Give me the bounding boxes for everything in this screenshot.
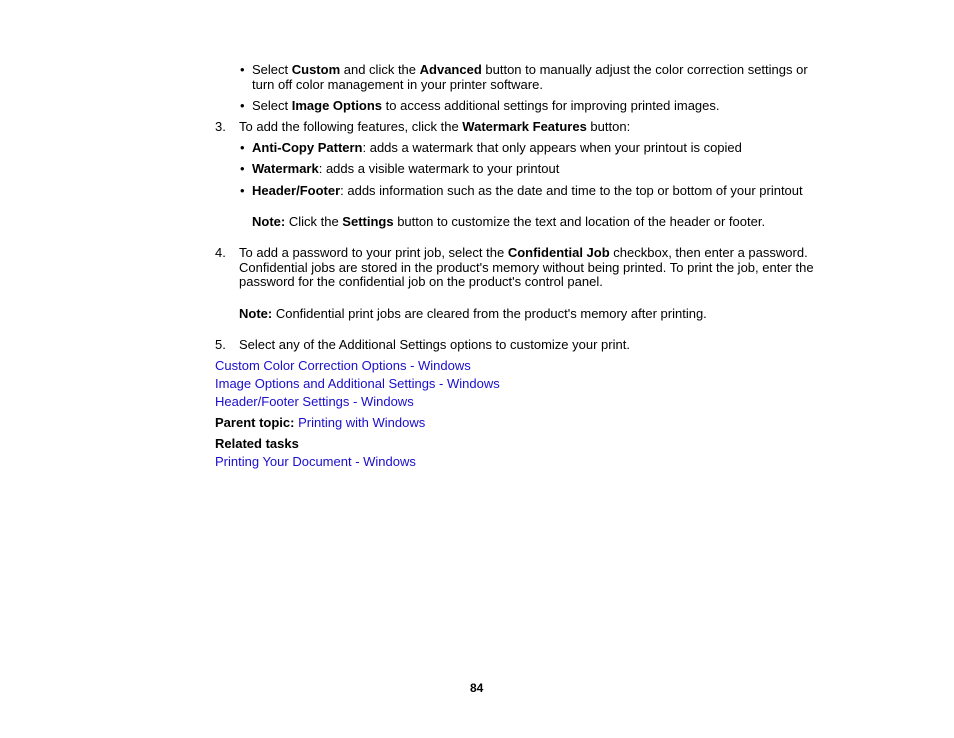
text: and click the xyxy=(340,62,420,77)
bullet-marker: • xyxy=(240,62,245,77)
bold-watermark-features: Watermark Features xyxy=(462,119,587,134)
text: : adds information such as the date and time to the top or bottom of your printout xyxy=(340,183,803,198)
link-printing-your-document[interactable]: Printing Your Document - Windows xyxy=(215,454,416,469)
text: button to customize the text and location of the header or footer. xyxy=(393,214,766,229)
bold-custom: Custom xyxy=(291,62,341,77)
note-label: Note: xyxy=(252,214,286,229)
step-number: 3. xyxy=(215,119,226,134)
text: button to manually adjust the color correction settings or xyxy=(481,62,808,77)
bullet-marker: • xyxy=(240,183,245,198)
text: Click the xyxy=(285,214,343,229)
link-custom-color-correction[interactable]: Custom Color Correction Options - Windows xyxy=(215,358,471,373)
bold-confidential-job: Confidential Job xyxy=(507,245,610,260)
bullet-custom-line1 xyxy=(252,62,808,77)
parent-topic xyxy=(215,415,425,430)
step3-text xyxy=(239,119,630,134)
step4-line1 xyxy=(239,245,808,260)
bullet-custom-line2: turn off color management in your printer software. xyxy=(252,77,543,92)
bullet-marker: • xyxy=(240,161,245,176)
bullet-anti-copy xyxy=(252,140,742,155)
text: Confidential print jobs are cleared from the product's memory after printing. xyxy=(272,306,707,321)
bold-watermark: Watermark xyxy=(252,161,319,176)
step4-note xyxy=(239,306,707,321)
text: To add the following features, click the xyxy=(239,119,463,134)
step3-note xyxy=(252,214,765,229)
note-label: Note: xyxy=(239,306,273,321)
text: button: xyxy=(586,119,631,134)
bold-header-footer: Header/Footer xyxy=(252,183,341,198)
step5-text: Select any of the Additional Settings options to customize your print. xyxy=(239,337,630,352)
bullet-marker: • xyxy=(240,140,245,155)
text: To add a password to your print job, select the xyxy=(239,245,508,260)
text: : adds a visible watermark to your printout xyxy=(318,161,560,176)
step4-line2: Confidential jobs are stored in the product's memory without being printed. To print the job, enter the xyxy=(239,260,814,275)
parent-topic-label: Parent topic: xyxy=(215,415,295,430)
bold-settings: Settings xyxy=(342,214,394,229)
link-header-footer-settings[interactable]: Header/Footer Settings - Windows xyxy=(215,394,414,409)
text: Select xyxy=(252,62,292,77)
text: to access additional settings for improving printed images. xyxy=(382,98,720,113)
related-tasks-label: Related tasks xyxy=(215,436,299,451)
bullet-header-footer xyxy=(252,183,803,198)
text: Select xyxy=(252,98,292,113)
text: checkbox, then enter a password. xyxy=(609,245,808,260)
link-image-options[interactable]: Image Options and Additional Settings - Windows xyxy=(215,376,500,391)
bold-advanced: Advanced xyxy=(419,62,482,77)
bullet-marker: • xyxy=(240,98,245,113)
text: : adds a watermark that only appears when your printout is copied xyxy=(362,140,742,155)
link-printing-with-windows[interactable]: Printing with Windows xyxy=(298,415,426,430)
step4-line3: password for the confidential job on the product's control panel. xyxy=(239,274,603,289)
page-number: 84 xyxy=(470,681,484,695)
step-number: 4. xyxy=(215,245,226,260)
step-number: 5. xyxy=(215,337,226,352)
bullet-watermark xyxy=(252,161,559,176)
bullet-image-options xyxy=(252,98,720,113)
bold-image-options: Image Options xyxy=(291,98,383,113)
related-tasks-heading xyxy=(215,436,299,451)
bold-anti-copy: Anti-Copy Pattern xyxy=(252,140,363,155)
